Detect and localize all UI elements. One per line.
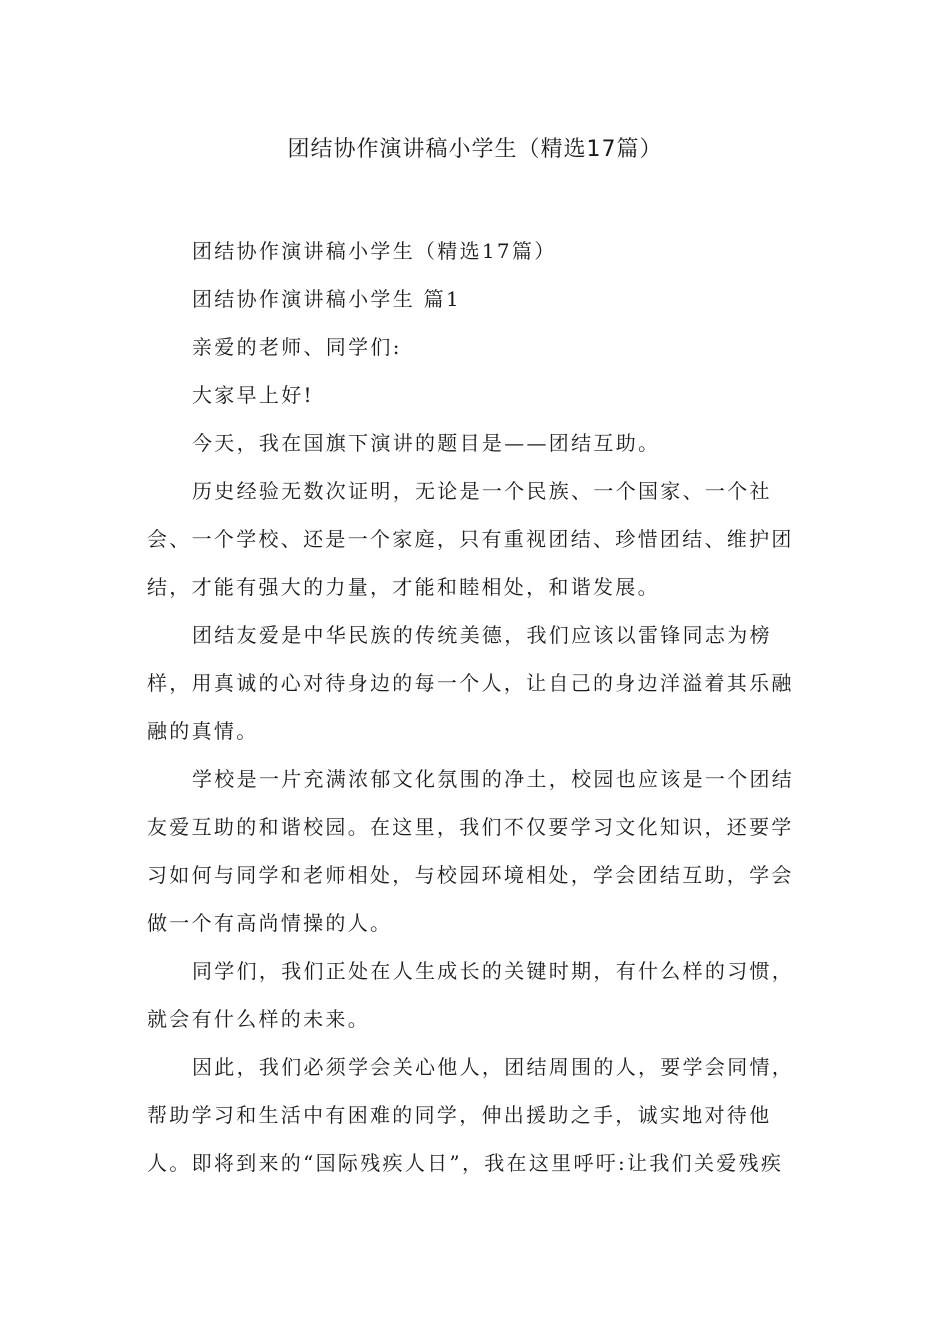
body-line: 学校是一片充满浓郁文化氛围的净土，校园也应该是一个团结 [192,767,795,791]
body-line: 历史经验无数次证明，无论是一个民族、一个国家、一个社 [192,479,772,503]
document-title: 团结协作演讲稿小学生（精选17篇） [287,137,663,162]
body-line: 团结协作演讲稿小学生 篇1 [192,287,461,311]
body-line: 团结协作演讲稿小学生（精选17篇） [192,239,557,263]
body-line: 人。即将到来的“国际残疾人日”，我在这里呼吁:让我们关爱残疾 [147,1151,784,1175]
body-line: 融的真情。 [147,719,259,743]
body-line: 做一个有高尚情操的人。 [147,911,393,935]
body-line: 同学们，我们正处在人生成长的关键时期，有什么样的习惯， [192,959,795,983]
body-line: 大家早上好! [192,383,314,407]
body-line: 会、一个学校、还是一个家庭，只有重视团结、珍惜团结、维护团 [147,527,794,551]
body-line: 今天，我在国旗下演讲的题目是——团结互助。 [192,431,661,455]
body-line: 亲爱的老师、同学们: [192,335,402,359]
body-line: 团结友爱是中华民族的传统美德，我们应该以雷锋同志为榜 [192,623,772,647]
body-line: 因此，我们必须学会关心他人，团结周围的人，要学会同情， [192,1055,795,1079]
body-line: 习如何与同学和老师相处，与校园环境相处，学会团结互助，学会 [147,863,794,887]
document-body [147,234,807,1194]
body-line: 结，才能有强大的力量，才能和睦相处，和谐发展。 [147,575,660,599]
body-line: 帮助学习和生活中有困难的同学，伸出援助之手，诚实地对待他 [147,1103,772,1127]
body-line: 就会有什么样的未来。 [147,1007,370,1031]
body-line: 友爱互助的和谐校园。在这里，我们不仅要学习文化知识，还要学 [147,815,794,839]
body-line: 样，用真诚的心对待身边的每一个人，让自己的身边洋溢着其乐融 [147,671,794,695]
